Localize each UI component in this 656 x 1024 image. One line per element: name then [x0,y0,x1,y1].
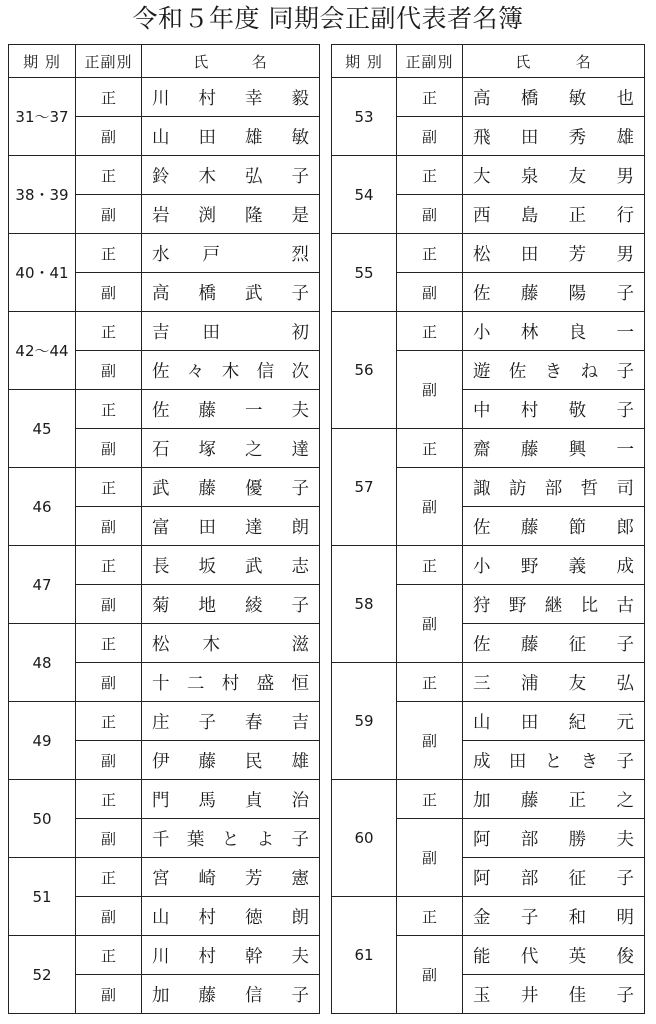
person-name: 鈴 木 弘 子 [152,166,309,187]
role-cell: 正 [397,780,463,819]
header-name-family: 氏 [193,52,210,71]
role-cell: 副 [76,117,142,156]
name-cell [142,468,320,507]
name-cell [142,195,320,234]
role-cell: 正 [397,429,463,468]
role-cell: 正 [397,156,463,195]
name-cell [142,897,320,936]
header-term: 期 別 [9,45,76,78]
role-cell: 副 [397,195,463,234]
role-cell: 副 [397,468,463,546]
role-cell: 副 [76,663,142,702]
name-cell [142,546,320,585]
name-cell [142,429,320,468]
name-cell [463,429,645,468]
header-name [142,45,320,78]
term-cell: 40・41 [9,234,76,312]
name-cell [142,858,320,897]
name-cell [142,234,320,273]
name-cell [463,663,645,702]
name-cell [142,351,320,390]
role-cell: 正 [76,780,142,819]
name-cell [463,390,645,429]
name-cell [463,624,645,663]
term-cell: 61 [332,897,397,1014]
table-row [9,780,320,819]
term-cell: 49 [9,702,76,780]
header-role: 正副別 [76,45,142,78]
term-cell: 31〜37 [9,78,76,156]
term-cell: 56 [332,312,397,429]
person-name: 佐 藤 陽 子 [473,283,634,304]
table-row [332,897,645,936]
role-cell: 副 [76,897,142,936]
role-cell: 副 [76,273,142,312]
name-cell [142,663,320,702]
role-cell: 正 [397,312,463,351]
term-cell: 60 [332,780,397,897]
table-row [9,312,320,351]
person-name: 千 葉 と よ 子 [152,829,309,850]
role-cell: 副 [397,273,463,312]
role-cell: 正 [76,390,142,429]
person-name: 西 島 正 行 [473,205,634,226]
role-cell: 副 [76,195,142,234]
person-name: 大 泉 友 男 [473,166,634,187]
person-name: 山 村 徳 朗 [152,907,309,928]
name-cell [463,273,645,312]
name-cell [463,312,645,351]
person-name: 松 田 芳 男 [473,244,634,265]
table-row [332,663,645,702]
person-name: 佐 藤 征 子 [473,634,634,655]
person-name: 佐 々 木 信 次 [152,361,309,382]
name-cell [463,195,645,234]
role-cell: 正 [397,897,463,936]
table-row [332,429,645,468]
person-name: 武 藤 優 子 [152,478,309,499]
table-header [9,45,320,78]
roster-table-left [8,44,320,1014]
role-cell: 正 [76,858,142,897]
table-row [332,234,645,273]
person-name: 庄 子 春 吉 [152,712,309,733]
name-cell [463,234,645,273]
name-cell [463,156,645,195]
person-name: 長 坂 武 志 [152,556,309,577]
table-header [332,45,645,78]
table-row [9,468,320,507]
role-cell: 副 [397,585,463,663]
name-cell [142,780,320,819]
role-cell: 副 [76,819,142,858]
term-cell: 57 [332,429,397,546]
term-cell: 54 [332,156,397,234]
name-cell [463,897,645,936]
role-cell: 副 [397,702,463,780]
person-name: 加 藤 正 之 [473,790,634,811]
name-cell [142,624,320,663]
name-cell [142,117,320,156]
term-cell: 53 [332,78,397,156]
role-cell: 副 [76,351,142,390]
role-cell: 副 [76,507,142,546]
name-cell [463,780,645,819]
name-cell [142,936,320,975]
name-cell [463,507,645,546]
name-cell [463,78,645,117]
table-row [9,936,320,975]
person-name: 宮 崎 芳 憲 [152,868,309,889]
person-name: 岩 渕 隆 是 [152,205,309,226]
person-name: 諏 訪 部 哲 司 [473,478,634,499]
name-cell [142,390,320,429]
person-name: 三 浦 友 弘 [473,673,634,694]
person-name: 阿 部 勝 夫 [473,829,634,850]
header-name-given: 名 [575,52,592,71]
name-cell [142,702,320,741]
person-name: 十 二 村 盛 恒 [152,673,309,694]
term-cell: 48 [9,624,76,702]
name-cell [463,702,645,741]
person-name: 川 村 幹 夫 [152,946,309,967]
role-cell: 副 [76,975,142,1014]
role-cell: 副 [397,819,463,897]
person-name: 遊 佐 き ね 子 [473,361,634,382]
person-name: 小 林 良 一 [473,322,634,343]
name-cell [463,936,645,975]
name-cell [463,351,645,390]
role-cell: 副 [397,117,463,156]
person-name: 水 戸 烈 [152,244,309,265]
role-cell: 副 [76,741,142,780]
person-name: 吉 田 初 [152,322,309,343]
term-cell: 58 [332,546,397,663]
table-row [332,156,645,195]
person-name: 飛 田 秀 雄 [473,127,634,148]
name-cell [463,546,645,585]
term-cell: 38・39 [9,156,76,234]
person-name: 中 村 敬 子 [473,400,634,421]
person-name: 高 橋 武 子 [152,283,309,304]
role-cell: 正 [76,546,142,585]
person-name: 狩 野 継 比 古 [473,595,634,616]
table-row [332,312,645,351]
person-name: 川 村 幸 毅 [152,88,309,109]
table-body [332,78,645,1014]
name-cell [142,273,320,312]
term-cell: 46 [9,468,76,546]
person-name: 佐 藤 節 郎 [473,517,634,538]
person-name: 松 木 滋 [152,634,309,655]
role-cell: 正 [397,663,463,702]
role-cell: 正 [76,936,142,975]
person-name: 山 田 紀 元 [473,712,634,733]
person-name: 加 藤 信 子 [152,985,309,1006]
header-name-family: 氏 [515,52,532,71]
role-cell: 副 [397,351,463,429]
table-row [9,702,320,741]
header-term: 期 別 [332,45,397,78]
name-cell [463,975,645,1014]
person-name: 伊 藤 民 雄 [152,751,309,772]
person-name: 玉 井 佳 子 [473,985,634,1006]
role-cell: 副 [76,429,142,468]
person-name: 阿 部 征 子 [473,868,634,889]
role-cell: 正 [397,546,463,585]
table-row [9,156,320,195]
table-row [9,390,320,429]
table-row [332,546,645,585]
name-cell [463,858,645,897]
roster-table-right [331,44,645,1014]
role-cell: 正 [76,78,142,117]
header-name-given: 名 [251,52,268,71]
role-cell: 副 [76,585,142,624]
role-cell: 正 [76,312,142,351]
header-role: 正副別 [397,45,463,78]
name-cell [463,585,645,624]
name-cell [142,585,320,624]
person-name: 高 橋 敏 也 [473,88,634,109]
name-cell [142,741,320,780]
role-cell: 正 [76,234,142,273]
term-cell: 45 [9,390,76,468]
role-cell: 正 [76,468,142,507]
table-row [332,78,645,117]
person-name: 小 野 義 成 [473,556,634,577]
term-cell: 47 [9,546,76,624]
table-row [332,780,645,819]
table-row [9,234,320,273]
name-cell [142,156,320,195]
name-cell [463,468,645,507]
person-name: 菊 地 綾 子 [152,595,309,616]
name-cell [142,819,320,858]
header-name [463,45,645,78]
term-cell: 52 [9,936,76,1014]
table-row [9,78,320,117]
page-title: 令和５年度 同期会正副代表者名簿 [132,4,524,33]
role-cell: 副 [397,936,463,1014]
name-cell [142,312,320,351]
term-cell: 59 [332,663,397,780]
person-name: 齋 藤 興 一 [473,439,634,460]
person-name: 成 田 と き 子 [473,751,634,772]
term-cell: 50 [9,780,76,858]
person-name: 佐 藤 一 夫 [152,400,309,421]
person-name: 門 馬 貞 治 [152,790,309,811]
term-cell: 51 [9,858,76,936]
table-row [9,546,320,585]
role-cell: 正 [397,234,463,273]
role-cell: 正 [76,156,142,195]
person-name: 石 塚 之 達 [152,439,309,460]
name-cell [463,819,645,858]
name-cell [463,117,645,156]
name-cell [142,507,320,546]
table-body [9,78,320,1014]
name-cell [463,741,645,780]
term-cell: 42〜44 [9,312,76,390]
person-name: 富 田 達 朗 [152,517,309,538]
person-name: 能 代 英 俊 [473,946,634,967]
term-cell: 55 [332,234,397,312]
name-cell [142,975,320,1014]
name-cell [142,78,320,117]
role-cell: 正 [397,78,463,117]
role-cell: 正 [76,624,142,663]
table-row [9,624,320,663]
person-name: 金 子 和 明 [473,907,634,928]
table-row [9,858,320,897]
role-cell: 正 [76,702,142,741]
person-name: 山 田 雄 敏 [152,127,309,148]
